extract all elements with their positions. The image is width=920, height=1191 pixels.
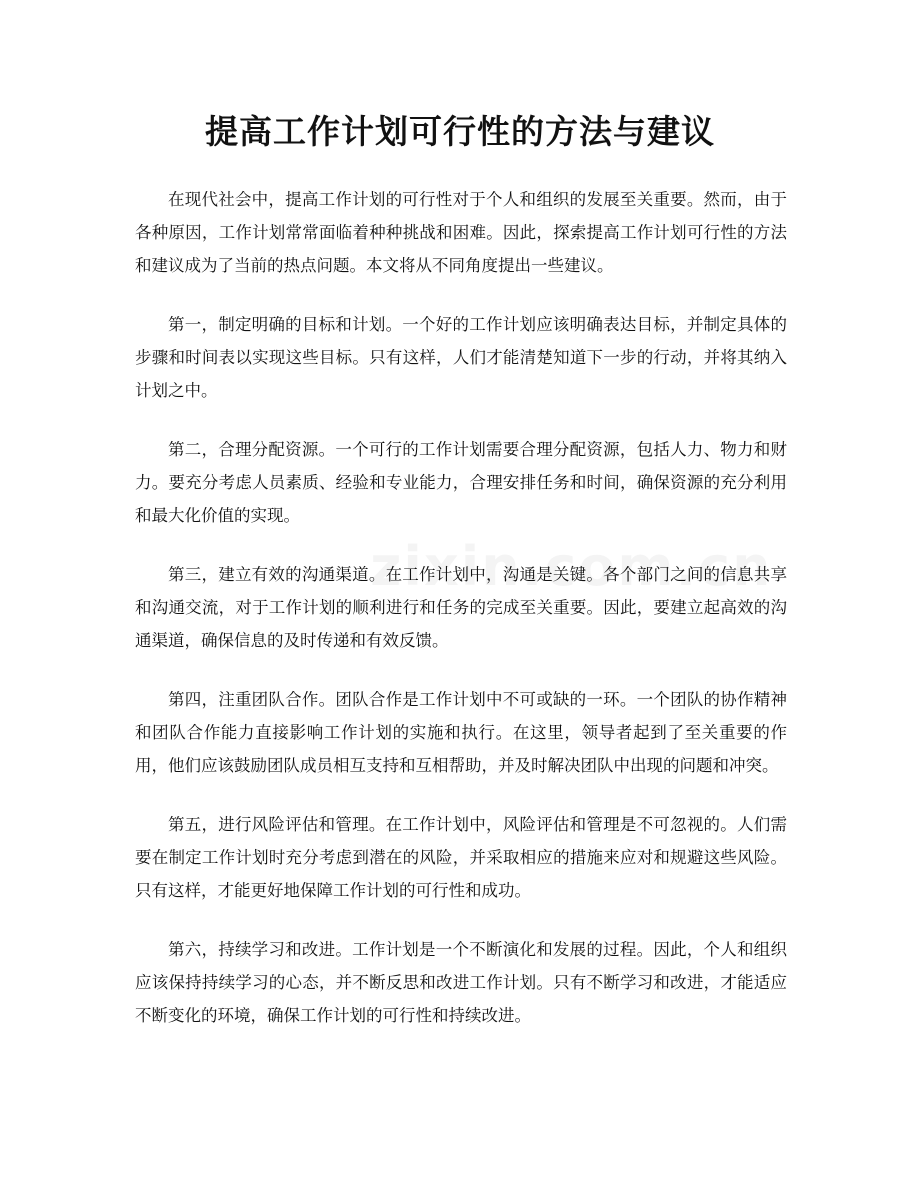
paragraph-second: 第二，合理分配资源。一个可行的工作计划需要合理分配资源，包括人力、物力和财力。要充分考虑人员素质、经验和专业能力，合理安排任务和时间，确保资源的充分利用和最大化价值的实现。 [135, 440, 787, 525]
paragraph-third: 第三，建立有效的沟通渠道。在工作计划中，沟通是关键。各个部门之间的信息共享和沟通交流，对于工作计划的顺利进行和任务的完成至关重要。因此，要建立起高效的沟通渠道，确保信息的及时传递和有效反馈。 [135, 565, 787, 650]
document-title: 提高工作计划可行性的方法与建议 [205, 112, 715, 151]
paragraph-fifth: 第五，进行风险评估和管理。在工作计划中，风险评估和管理是不可忽视的。人们需要在制定工作计划时充分考虑到潜在的风险，并采取相应的措施来应对和规避这些风险。只有这样，才能更好地保障工作计划的可行性和成功。 [135, 815, 787, 900]
paragraph-fourth: 第四，注重团队合作。团队合作是工作计划中不可或缺的一环。一个团队的协作精神和团队合作能力直接影响工作计划的实施和执行。在这里，领导者起到了至关重要的作用，他们应该鼓励团队成员相互支持和互相帮助，并及时解决团队中出现的问题和冲突。 [135, 690, 787, 775]
paragraph-first: 第一，制定明确的目标和计划。一个好的工作计划应该明确表达目标，并制定具体的步骤和时间表以实现这些目标。只有这样，人们才能清楚知道下一步的行动，并将其纳入计划之中。 [135, 315, 787, 400]
paragraph-intro: 在现代社会中，提高工作计划的可行性对于个人和组织的发展至关重要。然而，由于各种原因，工作计划常常面临着种种挑战和困难。因此，探索提高工作计划可行性的方法和建议成为了当前的热点问题。本文将从不同角度提出一些建议。 [135, 190, 787, 275]
paragraph-sixth: 第六，持续学习和改进。工作计划是一个不断演化和发展的过程。因此，个人和组织应该保持持续学习的心态，并不断反思和改进工作计划。只有不断学习和改进，才能适应不断变化的环境，确保工作计划的可行性和持续改进。 [135, 940, 787, 1025]
document-body [135, 183, 787, 1058]
